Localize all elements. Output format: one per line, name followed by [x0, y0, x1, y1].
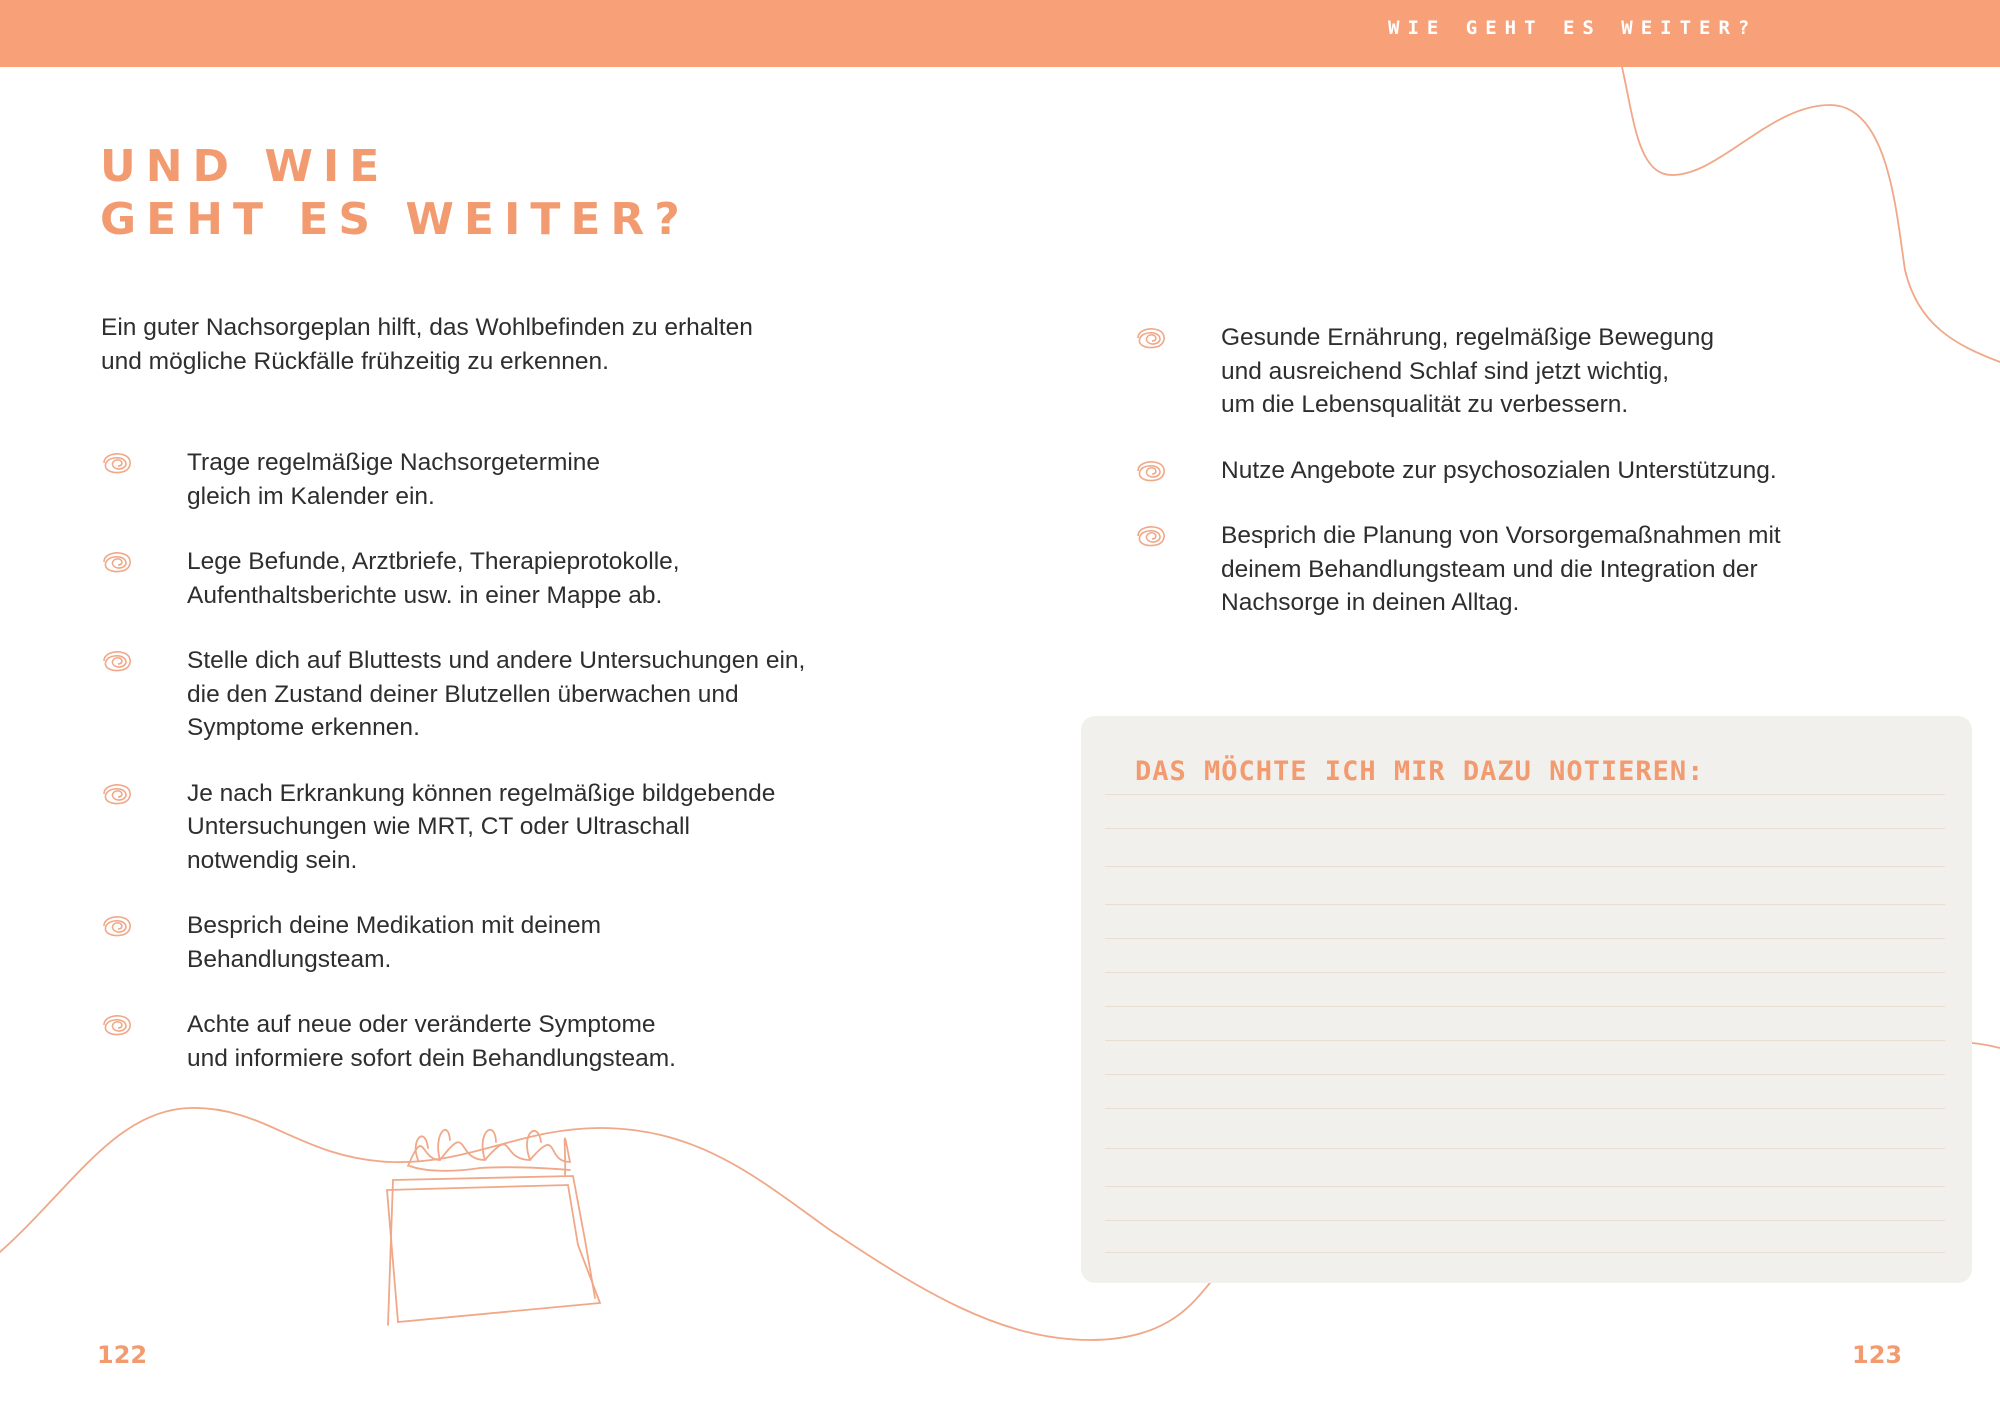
- page-number-right: 123: [1852, 1341, 1903, 1369]
- note-line[interactable]: [1105, 794, 1945, 795]
- scribble-bullet-icon: [100, 911, 136, 941]
- note-line[interactable]: [1105, 972, 1945, 973]
- bullet-text: Besprich die Planung von Vorsorgemaßnahmen mit deinem Behandlungsteam und die Integration der Nachsorge in deinen Alltag.: [1221, 522, 1781, 616]
- scribble-bullet-icon: [100, 646, 136, 676]
- scribble-bullet-icon: [100, 1010, 136, 1040]
- note-line[interactable]: [1105, 866, 1945, 867]
- page-number-left: 122: [97, 1341, 148, 1369]
- title-line-2: GEHT ES WEITER?: [100, 194, 690, 245]
- list-item: [100, 1008, 805, 1075]
- bullet-text: Trage regelmäßige Nachsorgetermine gleich im Kalender ein.: [187, 449, 601, 510]
- header-label: WIE GEHT ES WEITER?: [1388, 17, 1758, 39]
- curve-right-edge: [1972, 1043, 2000, 1048]
- list-item: [100, 777, 805, 878]
- calendar-doodle-icon: [387, 1130, 600, 1325]
- note-line[interactable]: [1105, 938, 1945, 939]
- bullet-text: Achte auf neue oder veränderte Symptome und informiere sofort dein Behandlungsteam.: [187, 1011, 676, 1072]
- note-line[interactable]: [1105, 1074, 1945, 1075]
- curve-bottom: [0, 1108, 1210, 1340]
- scribble-bullet-icon: [1134, 456, 1170, 486]
- notes-title: DAS MÖCHTE ICH MIR DAZU NOTIEREN:: [1135, 756, 1705, 787]
- note-line[interactable]: [1105, 1006, 1945, 1007]
- note-line[interactable]: [1105, 1148, 1945, 1149]
- bullet-text: Besprich deine Medikation mit deinem Behandlungsteam.: [187, 912, 601, 973]
- bullet-text: Je nach Erkrankung können regelmäßige bildgebende Untersuchungen wie MRT, CT oder Ultraschall notwendig sein.: [187, 779, 776, 874]
- scribble-bullet-icon: [1134, 521, 1170, 551]
- note-line[interactable]: [1105, 828, 1945, 829]
- note-line[interactable]: [1105, 1186, 1945, 1187]
- list-item: [100, 446, 805, 513]
- title-line-1: UND WIE: [100, 141, 390, 192]
- bullet-text: Lege Befunde, Arztbriefe, Therapieprotokolle, Aufenthaltsberichte usw. in einer Mappe ab.: [187, 548, 680, 609]
- bullet-text: Gesunde Ernährung, regelmäßige Bewegung und ausreichend Schlaf sind jetzt wichtig, um die Lebensqualität zu verbessern.: [1221, 324, 1715, 418]
- list-item: [100, 545, 805, 612]
- scribble-bullet-icon: [100, 448, 136, 478]
- list-item: [100, 909, 805, 976]
- bullet-list-left: [100, 446, 805, 1107]
- bullet-text: Nutze Angebote zur psychosozialen Unterstützung.: [1221, 456, 1777, 484]
- scribble-bullet-icon: [100, 547, 136, 577]
- note-line[interactable]: [1105, 1108, 1945, 1109]
- notes-box[interactable]: [1081, 716, 1972, 1283]
- note-line[interactable]: [1105, 904, 1945, 905]
- list-item: [1134, 519, 1781, 620]
- scribble-bullet-icon: [100, 779, 136, 809]
- intro-paragraph: Ein guter Nachsorgeplan hilft, das Wohlbefinden zu erhalten und mögliche Rückfälle frühzeitig zu erkennen.: [101, 314, 753, 375]
- bullet-list-right: [1134, 321, 1781, 652]
- list-item: [100, 644, 805, 745]
- curve-top-right: [1622, 67, 2000, 362]
- list-item: [1134, 321, 1781, 422]
- note-line[interactable]: [1105, 1040, 1945, 1041]
- scribble-bullet-icon: [1134, 323, 1170, 353]
- note-line[interactable]: [1105, 1220, 1945, 1221]
- note-line[interactable]: [1105, 1252, 1945, 1253]
- list-item: [1134, 454, 1781, 488]
- page-title: [100, 140, 690, 246]
- bullet-text: Stelle dich auf Bluttests und andere Untersuchungen ein, die den Zustand deiner Blutzellen überwachen und Symptome erkennen.: [187, 647, 806, 741]
